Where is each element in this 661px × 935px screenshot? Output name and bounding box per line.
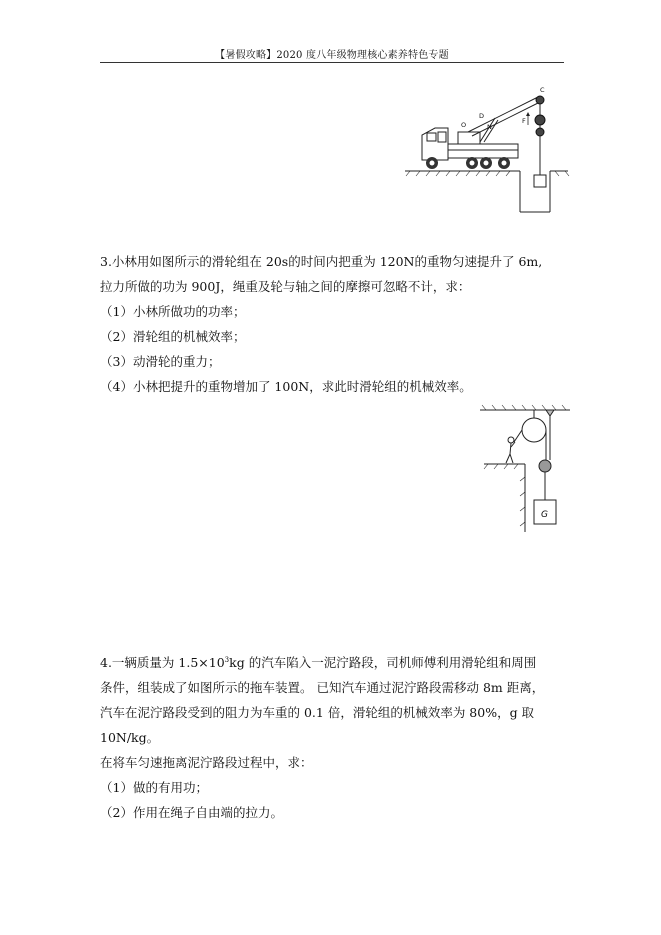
q4-line-2: 条件，组装成了如图所示的拖车装置。 已知汽车通过泥泞路段需移动 8m 距离，: [100, 680, 545, 695]
q4-line-1: [100, 648, 570, 675]
q3-line-1: 3.小林用如图所示的滑轮组在 20s的时间内把重为 120N的重物匀速提升了 6m,: [100, 254, 543, 269]
pulley-figure: [478, 402, 578, 537]
crane-figure: [400, 80, 575, 220]
label-n: N: [487, 123, 492, 131]
q3-item-4: （4）小林把提升的重物增加了 100N，求此时滑轮组的机械效率。: [100, 379, 472, 394]
q4-line-1-post: kg 的汽车陷入一泥泞路段，司机师傅利用滑轮组和周围: [229, 655, 537, 670]
q4-line-1-pre: 4.一辆质量为 1.5×10: [100, 655, 225, 670]
q3-item-2: （2）滑轮组的机械效率；: [100, 329, 246, 344]
label-d: D: [479, 112, 485, 120]
q3-line-2: 拉力所做的功为 900J，绳重及轮与轴之间的摩擦可忽略不计，求：: [100, 279, 471, 294]
label-c: C: [540, 86, 545, 94]
q4-line-3: 汽车在泥泞路段受到的阻力为车重的 0.1 倍，滑轮组的机械效率为 80%，g 取: [100, 705, 535, 720]
weight-label: G: [541, 510, 548, 520]
q4-item-2: （2）作用在绳子自由端的拉力。: [100, 805, 283, 820]
question-4: [100, 648, 570, 825]
q3-item-1: （1）小林所做功的功率；: [100, 304, 246, 319]
label-f: F: [522, 117, 526, 125]
q4-line-5: 在将车匀速拖离泥泞路段过程中，求：: [100, 755, 313, 770]
q4-line-4: 10N/kg。: [100, 730, 160, 745]
q4-line-1-sup: 3: [224, 656, 230, 664]
page-header: 【暑假攻略】2020 度八年级物理核心素养特色专题: [215, 50, 449, 61]
question-3: [100, 249, 570, 399]
header-divider: [100, 62, 564, 63]
q4-item-1: （1）做的有用功；: [100, 780, 208, 795]
label-o: O: [461, 121, 467, 129]
q3-item-3: （3）动滑轮的重力；: [100, 354, 221, 369]
